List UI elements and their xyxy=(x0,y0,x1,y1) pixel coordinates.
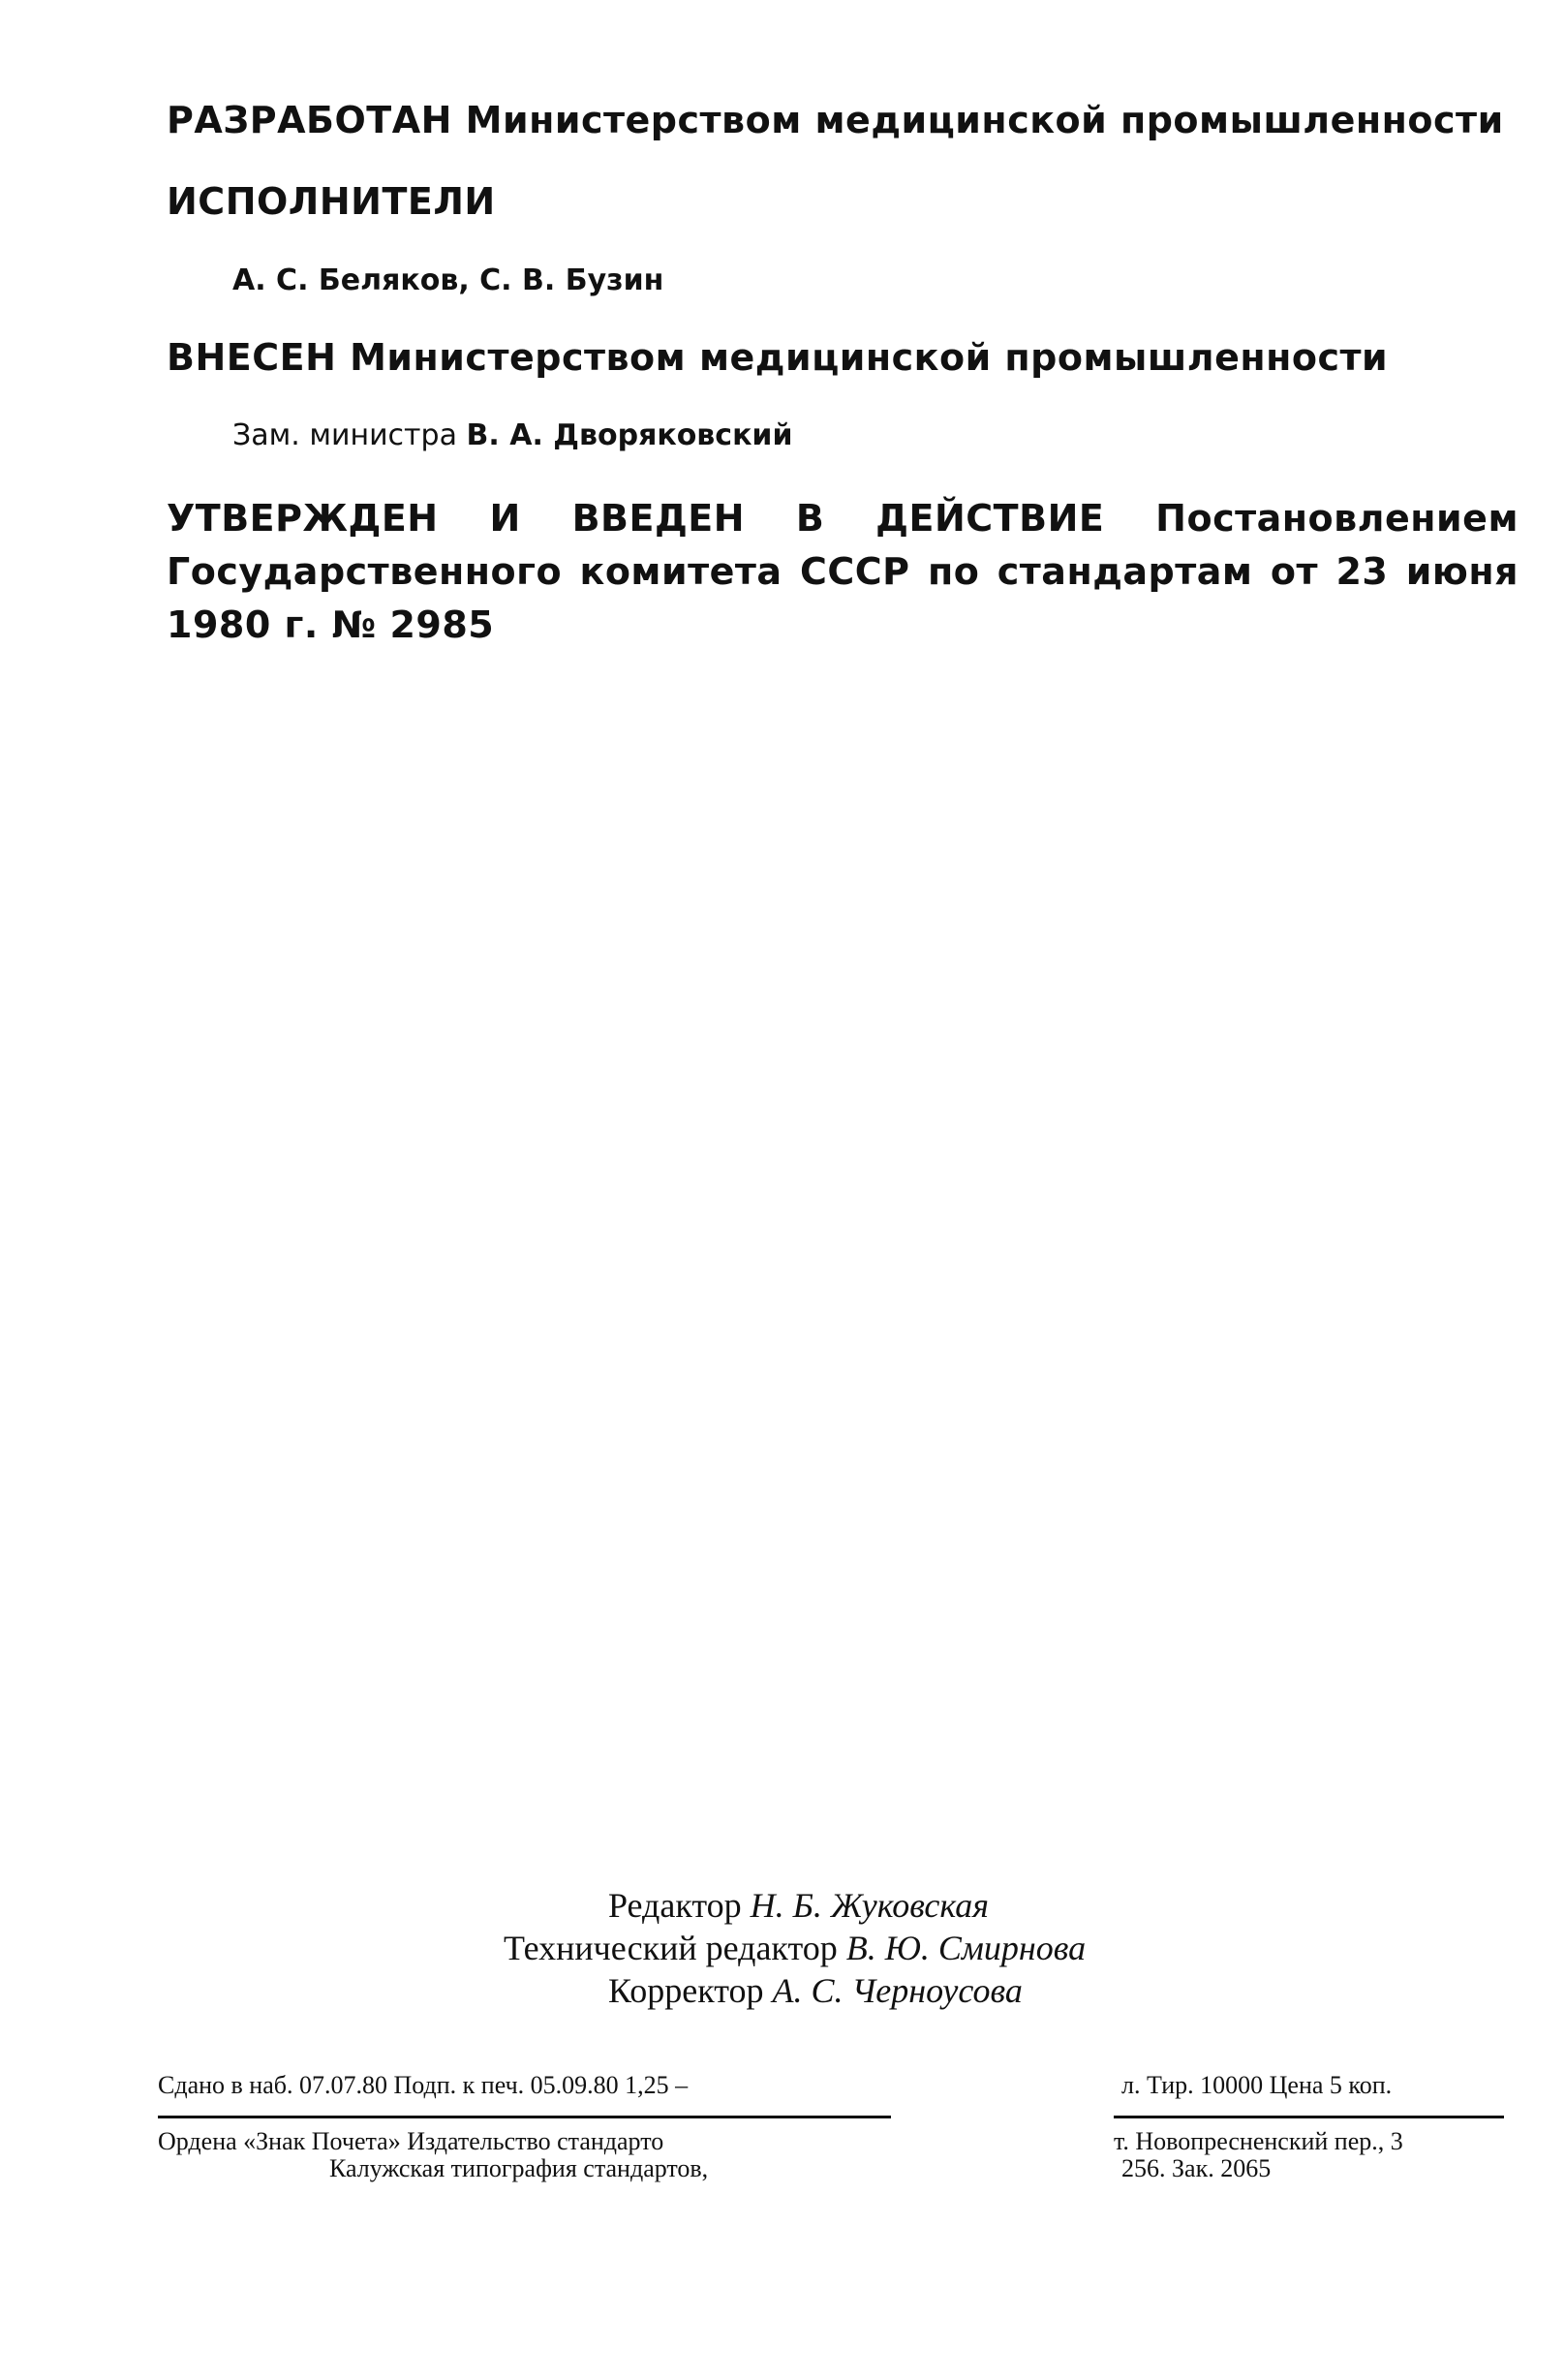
imprint-line2-right: т. Новопресненский пер., 3 xyxy=(1114,2127,1403,2155)
deputy-title: Зам. министра xyxy=(232,418,457,452)
approved-label: УТВЕРЖДЕН И ВВЕДЕН В ДЕЙСТВИЕ xyxy=(167,497,1105,540)
approved-paragraph xyxy=(167,492,1519,652)
imprint-line1-right: л. Тир. 10000 Цена 5 коп. xyxy=(1121,2071,1393,2099)
submitted-by: Министерством медицинской промышленности xyxy=(350,336,1389,379)
submitted-label: ВНЕСЕН xyxy=(167,336,337,379)
tech-editor-credit xyxy=(504,1928,1086,1968)
editor-name: Н. Б. Жуковская xyxy=(750,1886,990,1925)
developed-line xyxy=(167,99,1504,141)
editor-label: Редактор xyxy=(608,1886,742,1925)
tech-editor-name: В. Ю. Смирнова xyxy=(845,1929,1087,1967)
approved-text: Постановлением Государственного комитета СССР по стандартам от 23 июня 1980 г. № 2985 xyxy=(167,497,1519,646)
imprint-rule-left xyxy=(158,2116,891,2118)
developed-label: РАЗРАБОТАН xyxy=(167,99,452,141)
corrector-label: Корректор xyxy=(608,1971,764,2010)
imprint-line3-left: Калужская типография стандартов, xyxy=(329,2154,709,2182)
imprint-line1-left: Сдано в наб. 07.07.80 Подп. к печ. 05.09.80 1,25 – xyxy=(158,2071,689,2099)
editor-credit xyxy=(608,1885,989,1926)
executors-names: А. С. Беляков, С. В. Бузин xyxy=(232,263,664,297)
deputy-name: В. А. Дворяковский xyxy=(466,418,793,452)
deputy-line xyxy=(232,418,792,452)
executors-heading: ИСПОЛНИТЕЛИ xyxy=(167,180,496,223)
imprint-line3-right: 256. Зак. 2065 xyxy=(1121,2154,1272,2182)
corrector-name: А. С. Черноусова xyxy=(772,1971,1023,2010)
tech-editor-label: Технический редактор xyxy=(504,1929,838,1967)
developed-by: Министерством медицинской промышленности xyxy=(465,99,1504,141)
submitted-line xyxy=(167,336,1388,379)
corrector-credit xyxy=(608,1970,1023,2011)
imprint-rule-right xyxy=(1114,2116,1504,2118)
imprint-line2-left: Ордена «Знак Почета» Издательство стандарто xyxy=(158,2127,664,2155)
